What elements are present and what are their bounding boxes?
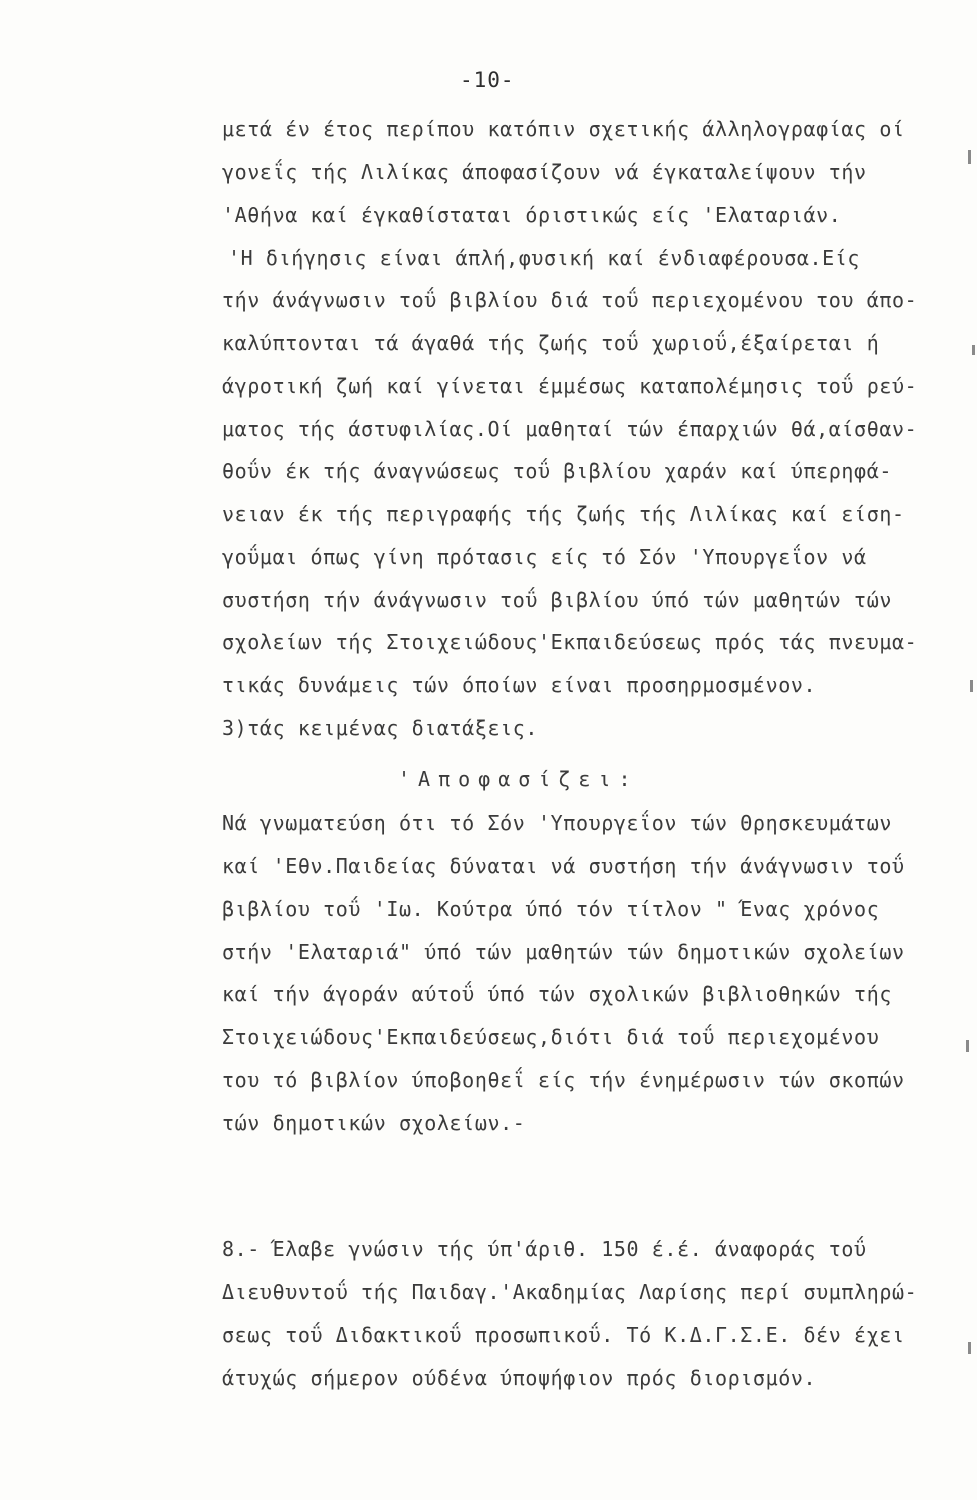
text-line: καλύπτονται τά άγαθά τής ζωής τοΰ χωριοΰ,έξαίρεται ή xyxy=(222,331,880,355)
text-line: σεως τοΰ Διδακτικοΰ προσωπικοΰ. Τό Κ.Δ.Γ.Σ.Ε. δέν έχει xyxy=(222,1323,905,1347)
text-line: 3)τάς κειμένας διατάξεις. xyxy=(222,716,539,740)
text-line: γοΰμαι όπως γίνη πρότασις είς τό Σόν 'Υπουργεΐον νά xyxy=(222,545,867,569)
text-line: Νά γνωματεύση ότι τό Σόν 'Υπουργεΐον τών Θρησκευμάτων xyxy=(222,811,892,835)
text-line: Στοιχειώδους'Εκπαιδεύσεως,διότι διά τοΰ περιεχομένου xyxy=(222,1025,880,1049)
text-line: θοΰν έκ τής άναγνώσεως τοΰ βιβλίου χαράν καί ύπερηφά- xyxy=(222,459,892,483)
text-line: καί 'Εθν.Παιδείας δύναται νά συστήση τήν άνάγνωσιν τοΰ xyxy=(222,854,905,878)
text-line: γονεΐς τής Λιλίκας άποφασίζουν νά έγκαταλείψουν τήν xyxy=(222,160,867,184)
text-line: νειαν έκ τής περιγραφής τής ζωής τής Λιλίκας καί είση- xyxy=(222,502,905,526)
scan-edge-mark xyxy=(968,150,971,164)
text-line: συστήση τήν άνάγνωσιν τοΰ βιβλίου ύπό τών μαθητών τών xyxy=(222,588,892,612)
scan-edge-mark xyxy=(966,1040,969,1052)
text-line: άγροτική ζωή καί γίνεται έμμέσως καταπολέμησις τοΰ ρεύ- xyxy=(222,374,918,398)
text-line: βιβλίου τοΰ 'Ιω. Κούτρα ύπό τόν τίτλον " Ένας χρόνος xyxy=(222,897,880,921)
text-line: τήν άνάγνωσιν τοΰ βιβλίου διά τοΰ περιεχομένου του άπο- xyxy=(222,288,918,312)
text-line: στήν 'Ελαταριά" ύπό τών μαθητών τών δημοτικών σχολείων xyxy=(222,940,905,964)
text-line: του τό βιβλίον ύποβοηθεΐ είς τήν ένημέρωσιν τών σκοπών xyxy=(222,1068,905,1092)
page-number: -10- xyxy=(460,68,515,92)
text-line: μετά έν έτος περίπου κατόπιν σχετικής άλληλογραφίας οί xyxy=(222,117,905,141)
text-line: 8.- Έλαβε γνώσιν τής ύπ'άριθ. 150 έ.έ. άναφοράς τοΰ xyxy=(222,1237,867,1261)
scan-edge-mark xyxy=(970,680,973,692)
text-line: τικάς δυνάμεις τών όποίων είναι προσηρμοσμένον. xyxy=(222,673,817,697)
scan-edge-mark xyxy=(968,1342,971,1354)
text-line: καί τήν άγοράν αύτοΰ ύπό τών σχολικών βιβλιοθηκών τής xyxy=(222,982,892,1006)
text-line: σχολείων τής Στοιχειώδους'Εκπαιδεύσεως πρός τάς πνευμα- xyxy=(222,630,918,654)
text-line: τών δημοτικών σχολείων.- xyxy=(222,1111,526,1135)
text-line: ματος τής άστυφιλίας.Οί μαθηταί τών έπαρχιών θά,αίσθαν- xyxy=(222,417,918,441)
text-line: 'Αθήνα καί έγκαθίσταται όριστικώς είς 'Ελαταριάν. xyxy=(222,203,842,227)
text-line: άτυχώς σήμερον ούδένα ύποψήφιον πρός διορισμόν. xyxy=(222,1366,817,1390)
text-line: 'Η διήγησις είναι άπλή,φυσική καί ένδιαφέρουσα.Είς xyxy=(228,246,861,270)
decision-heading: 'Αποφασίζει: xyxy=(398,767,639,791)
scan-edge-mark xyxy=(972,345,975,355)
text-line: Διευθυντοΰ τής Παιδαγ.'Ακαδημίας Λαρίσης περί συμπληρώ- xyxy=(222,1280,918,1304)
